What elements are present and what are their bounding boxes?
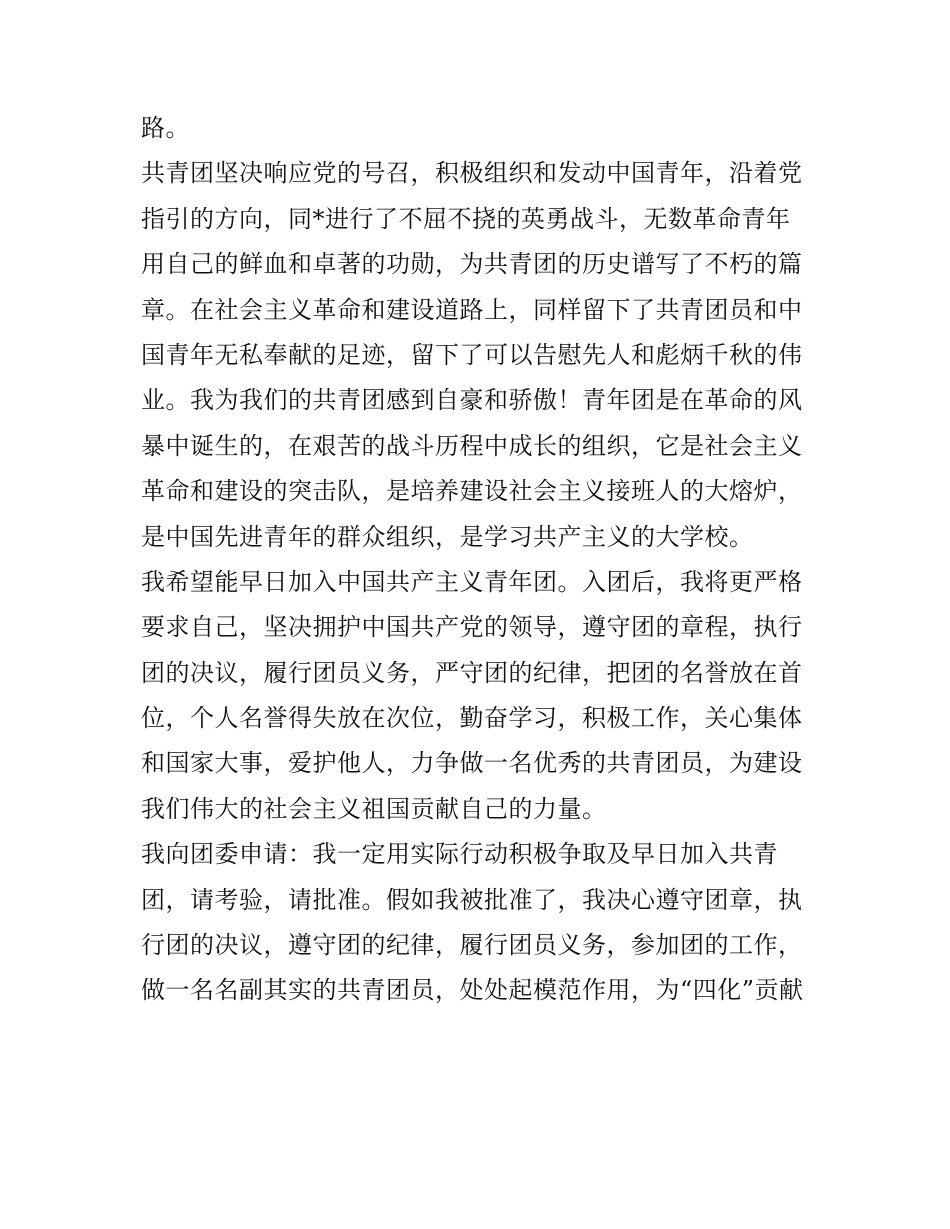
text-line: 是中国先进青年的群众组织，是学习共产主义的大学校。 bbox=[141, 522, 754, 551]
text-line: 和国家大事，爱护他人，力争做一名优秀的共青团员，为建设 bbox=[141, 749, 803, 778]
text-line: 我们伟大的社会主义祖国贡献自己的力量。 bbox=[141, 794, 607, 823]
text-line: 做一名名副其实的共青团员，处处起模范作用，为“四化”贡献 bbox=[141, 976, 804, 1005]
text-line: 要求自己，坚决拥护中国共产党的领导，遵守团的章程，执行 bbox=[141, 613, 803, 642]
text-line: 国青年无私奉献的足迹，留下了可以告慰先人和彪炳千秋的伟 bbox=[141, 340, 803, 369]
text-line: 行团的决议，遵守团的纪律，履行团员义务，参加团的工作， bbox=[141, 931, 803, 960]
text-line: 共青团坚决响应党的号召，积极组织和发动中国青年，沿着党 bbox=[141, 159, 803, 188]
text-line: 章。在社会主义革命和建设道路上，同样留下了共青团员和中 bbox=[141, 295, 803, 324]
text-line: 我向团委申请：我一定用实际行动积极争取及早日加入共青 bbox=[141, 840, 778, 869]
text-line: 业。我为我们的共青团感到自豪和骄傲！青年团是在革命的风 bbox=[141, 386, 803, 415]
text-line: 革命和建设的突击队，是培养建设社会主义接班人的大熔炉， bbox=[141, 477, 803, 506]
text-line: 暴中诞生的，在艰苦的战斗历程中成长的组织，它是社会主义 bbox=[141, 431, 803, 460]
text-line: 指引的方向，同*进行了不屈不挠的英勇战斗，无数革命青年 bbox=[141, 204, 791, 233]
text-line: 位，个人名誉得失放在次位，勤奋学习，积极工作，关心集体 bbox=[141, 704, 803, 733]
text-line: 团的决议，履行团员义务，严守团的纪律，把团的名誉放在首 bbox=[141, 658, 803, 687]
text-line: 路。 bbox=[141, 114, 190, 142]
body-text bbox=[141, 106, 821, 1014]
text-line: 用自己的鲜血和卓著的功勋，为共青团的历史谱写了不朽的篇 bbox=[141, 250, 803, 279]
text-line: 团，请考验，请批准。假如我被批准了，我决心遵守团章，执 bbox=[141, 885, 803, 914]
text-line: 我希望能早日加入中国共产主义青年团。入团后，我将更严格 bbox=[141, 567, 803, 596]
